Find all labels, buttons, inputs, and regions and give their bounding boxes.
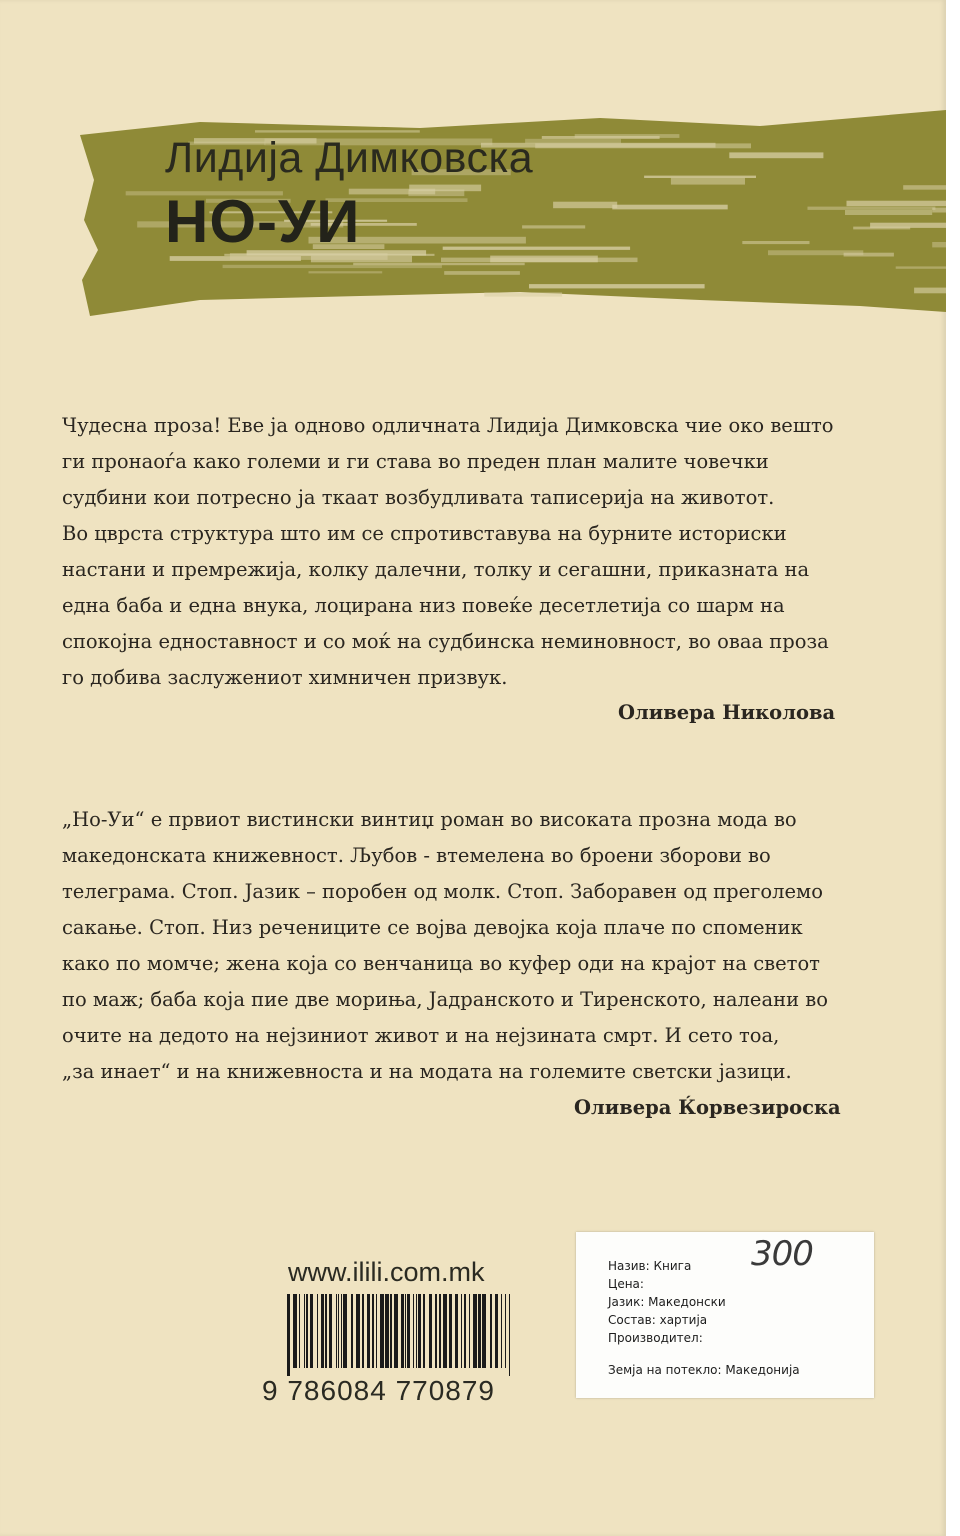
barcode-bar [338, 1294, 339, 1368]
barcode-bar [304, 1294, 305, 1368]
brush-texture-streak [525, 139, 621, 143]
review-2-line: како по момче; жена која со венчаница во куфер оди на крајот на светот [62, 952, 820, 975]
review-1-line: Чудесна проза! Еве ја одново одличната Лидија Димковска чие око вешто [62, 414, 834, 437]
barcode-bar [429, 1294, 432, 1368]
isbn-number: 9 786084 770879 [262, 1375, 495, 1406]
brush-texture-streak [409, 185, 481, 192]
barcode-bar [501, 1294, 502, 1368]
barcode-bar [362, 1294, 364, 1368]
sticker-composition: Состав: хартија [608, 1313, 708, 1327]
review-1-line: го добива заслужениот химничен призвук. [62, 666, 508, 689]
barcode-bar [380, 1294, 384, 1368]
review-1-signature: Оливера Николова [618, 701, 836, 724]
barcode-bar [435, 1294, 437, 1368]
review-2-line: „за инает“ и на книжевноста и на модата на големите светски јазици. [62, 1060, 792, 1083]
sticker-name: Назив: Книга [608, 1259, 692, 1273]
review-1-line: ги пронаоѓа како големи и ги става во преден план малите човечки [62, 450, 769, 473]
barcode-bar [407, 1294, 410, 1368]
review-2-line: телеграма. Стоп. Јазик – поробен од молк. Стоп. Заборавен од преголемо [62, 880, 823, 903]
brush-texture-streak [444, 271, 520, 275]
brush-texture-streak [932, 242, 946, 247]
barcode-bar [413, 1294, 414, 1368]
brush-texture-streak [729, 152, 823, 158]
brush-texture-streak [255, 130, 420, 132]
brush-texture-streak [932, 208, 946, 213]
brush-texture-streak [443, 247, 630, 250]
barcode-bar [367, 1294, 370, 1368]
review-1-line: Во цврста структура што им се спротивставува на бурните историски [62, 522, 787, 545]
barcode-bar [372, 1294, 374, 1368]
barcode-bar [394, 1294, 398, 1368]
barcode-bar [401, 1294, 404, 1368]
brush-texture-streak [768, 250, 863, 255]
barcode-bar [482, 1294, 486, 1368]
brush-texture-streak [671, 178, 745, 185]
barcode-bar [376, 1294, 377, 1368]
barcode-bar [473, 1294, 477, 1368]
book-title: НО-УИ [165, 188, 361, 255]
brush-texture-streak [742, 241, 809, 244]
sticker-manufacturer: Производител: [608, 1331, 703, 1345]
brush-texture-streak [853, 227, 910, 230]
barcode-bar [299, 1294, 300, 1368]
barcode-bar [423, 1294, 425, 1368]
brush-texture-streak [644, 176, 756, 178]
brush-texture-streak [542, 136, 660, 139]
brush-texture-streak [914, 288, 946, 294]
barcode-bar [329, 1294, 332, 1368]
barcode-bar [443, 1294, 447, 1368]
brush-texture-streak [529, 284, 705, 288]
brush-texture-streak [309, 271, 383, 273]
barcode-bar [478, 1294, 481, 1368]
barcode-bar [390, 1294, 392, 1368]
sticker-price: Цена: [608, 1277, 644, 1291]
brush-texture-streak [847, 201, 947, 207]
barcode-bar [509, 1294, 510, 1376]
barcode-bar [351, 1294, 353, 1368]
brush-texture-streak [808, 207, 936, 210]
barcode-bar [287, 1294, 290, 1376]
brush-texture-streak [896, 266, 946, 268]
barcode-bar [455, 1294, 458, 1368]
barcode-bar [317, 1294, 318, 1368]
barcode-bar [416, 1294, 417, 1368]
review-1-line: судбини кои потресно ја ткаат возбудливата таписерија на животот. [62, 486, 775, 509]
brush-texture-streak [845, 210, 932, 215]
handwritten-price: 300 [751, 1234, 813, 1274]
brush-texture-streak [903, 185, 946, 190]
brush-texture-streak [484, 293, 562, 297]
review-2-line: „Но-Уи“ е првиот вистински винтиџ роман во високата прозна мода во [62, 808, 797, 831]
brush-texture-streak [612, 205, 727, 210]
barcode-bar [418, 1294, 421, 1368]
barcode-bar [321, 1294, 324, 1368]
barcode-bar [490, 1294, 492, 1368]
barcode-bar [405, 1294, 406, 1368]
barcode-bar [469, 1294, 470, 1368]
barcode-bar [385, 1294, 389, 1368]
brush-texture-streak [553, 202, 617, 209]
review-1 [62, 408, 842, 696]
barcode-bar [495, 1294, 498, 1368]
barcode-bar [461, 1294, 462, 1368]
review-2-line: по маж; баба која пие две морињa, Јадранското и Тиренското, налеани во [62, 988, 829, 1011]
barcode-bar [293, 1294, 297, 1368]
barcode-bar [449, 1294, 452, 1368]
price-sticker [576, 1232, 874, 1398]
barcode-bar [325, 1294, 327, 1368]
sticker-language: Јазик: Македонски [608, 1295, 726, 1309]
brush-texture-streak [522, 225, 585, 228]
barcode-bar [356, 1294, 360, 1368]
barcode-bar [439, 1294, 441, 1368]
barcode [285, 1294, 515, 1376]
barcode-bar [505, 1294, 506, 1368]
review-2 [62, 802, 842, 1090]
author-name: Лидија Димковска [165, 134, 534, 182]
barcode-bar [341, 1294, 342, 1368]
review-2-signature: Оливера Ќорвезироска [574, 1096, 841, 1119]
brush-texture-streak [441, 258, 638, 263]
review-1-line: настани и премрежија, колку далечни, толку и сегашни, приказната на [62, 558, 810, 581]
publisher-website: www.ilili.com.mk [288, 1257, 485, 1287]
barcode-bar [343, 1294, 347, 1368]
review-2-line: сакање. Стоп. Низ речениците се војва девојка која плаче по споменик [62, 916, 803, 939]
brush-texture-streak [223, 265, 442, 268]
sticker-origin: Земја на потекло: Македонија [608, 1363, 800, 1377]
barcode-bar [306, 1294, 308, 1368]
review-1-line: спокојна едноставност и со моќ на судбинска неминовност, во оваа проза [62, 630, 829, 653]
review-2-line: очите на дедото на нејзиниот живот и на нејзината смрт. И сето тоа, [62, 1024, 780, 1047]
review-1-line: една баба и една внука, лоцирана низ повеќе десетлетија со шарм на [62, 594, 785, 617]
barcode-bar [464, 1294, 466, 1368]
barcode-bar [336, 1294, 337, 1368]
barcode-bar [310, 1294, 313, 1368]
review-2-line: македонската книжевност. Љубов - втемелена во броени зборови во [62, 844, 771, 867]
